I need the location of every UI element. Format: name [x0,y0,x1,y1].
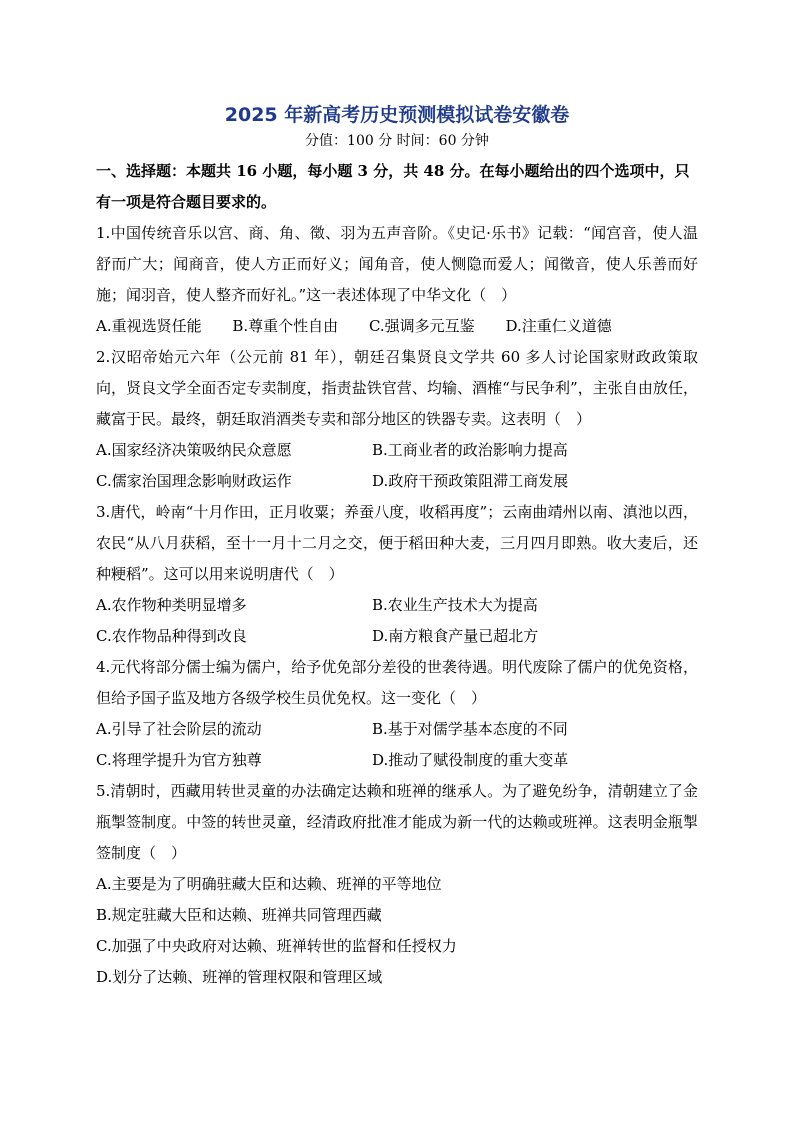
score-time-info: 分值：100 分 时间：60 分钟 [305,133,489,149]
question-stem: 2.汉昭帝始元六年（公元前 81 年），朝廷召集贤良文学共 60 多人讨论国家财政政策取向，贤良文学全面否定专卖制度，指责盐铁官营、均输、酒榷“与民争利”，主张自由放任，藏富于民。最终，朝廷取消酒类专卖和部分地区的铁器专卖。这表明（ ） [96,348,698,428]
question-stem: 4.元代将部分儒士编为儒户，给予优免部分差役的世袭待遇。明代废除了儒户的优免资格，但给予国子监及地方各级学校生员优免权。这一变化（ ） [96,658,698,707]
option-d: D.划分了达赖、班禅的管理权限和管理区域 [96,968,383,986]
question-4 [96,652,698,776]
option-a: A.主要是为了明确驻藏大臣和达赖、班禅的平等地位 [96,875,442,893]
page-title: 2025 年新高考历史预测模拟试卷安徽卷 [224,104,570,126]
question-stem: 1.中国传统音乐以宫、商、角、徵、羽为五声音阶。《史记·乐书》记载：“闻宫音，使人温舒而广大；闻商音，使人方正而好义；闻角音，使人恻隐而爱人；闻徵音，使人乐善而好施；闻羽音，使人整齐而好礼。”这一表述体现了中华文化（ ） [96,224,698,304]
option-d: D.政府干预政策阻滞工商发展 [372,472,569,490]
option-b: B.尊重个性自由 [232,317,339,335]
question-3 [96,497,698,652]
option-b: B.规定驻藏大臣和达赖、班禅共同管理西藏 [96,906,382,924]
option-a: A.国家经济决策吸纳民众意愿 [96,441,292,459]
question-2 [96,342,698,497]
question-options [96,311,698,342]
option-a: A.农作物种类明显增多 [96,596,247,614]
option-b: B.农业生产技术大为提高 [372,596,538,614]
option-c: C.强调多元互鉴 [368,317,475,335]
option-d: D.推动了赋役制度的重大变革 [372,751,569,769]
option-b: B.工商业者的政治影响力提高 [372,441,568,459]
option-c: C.将理学提升为官方独尊 [96,751,262,769]
question-options [96,714,698,776]
option-d: D.南方粮食产量已超北方 [372,627,539,645]
question-stem: 3.唐代，岭南“十月作田，正月收粟；养蚕八度，收稻再度”；云南曲靖州以南、滇池以西，农民“从八月获稻，至十一月十二月之交，便于稻田种大麦，三月四月即熟。收大麦后，还种粳稻”。这可以用来说明唐代（ ） [96,503,698,583]
question-options [96,869,698,993]
option-a: A.重视选贤任能 [96,317,202,335]
option-d: D.注重仁义道德 [505,317,612,335]
option-c: C.农作物品种得到改良 [96,627,247,645]
section-heading: 一、选择题：本题共 16 小题，每小题 3 分，共 48 分。在每小题给出的四个选项中，只有一项是符合题目要求的。 [96,162,690,211]
option-b: B.基于对儒学基本态度的不同 [372,720,568,738]
question-5 [96,776,698,993]
question-1 [96,218,698,342]
option-c: C.儒家治国理念影响财政运作 [96,472,292,490]
option-c: C.加强了中央政府对达赖、班禅转世的监督和任授权力 [96,937,457,955]
question-stem: 5.清朝时，西藏用转世灵童的办法确定达赖和班禅的继承人。为了避免纷争，清朝建立了金瓶掣签制度。中签的转世灵童，经清政府批准才能成为新一代的达赖或班禅。这表明金瓶掣签制度（ ） [96,782,698,862]
option-a: A.引导了社会阶层的流动 [96,720,262,738]
question-options [96,435,698,497]
question-options [96,590,698,652]
